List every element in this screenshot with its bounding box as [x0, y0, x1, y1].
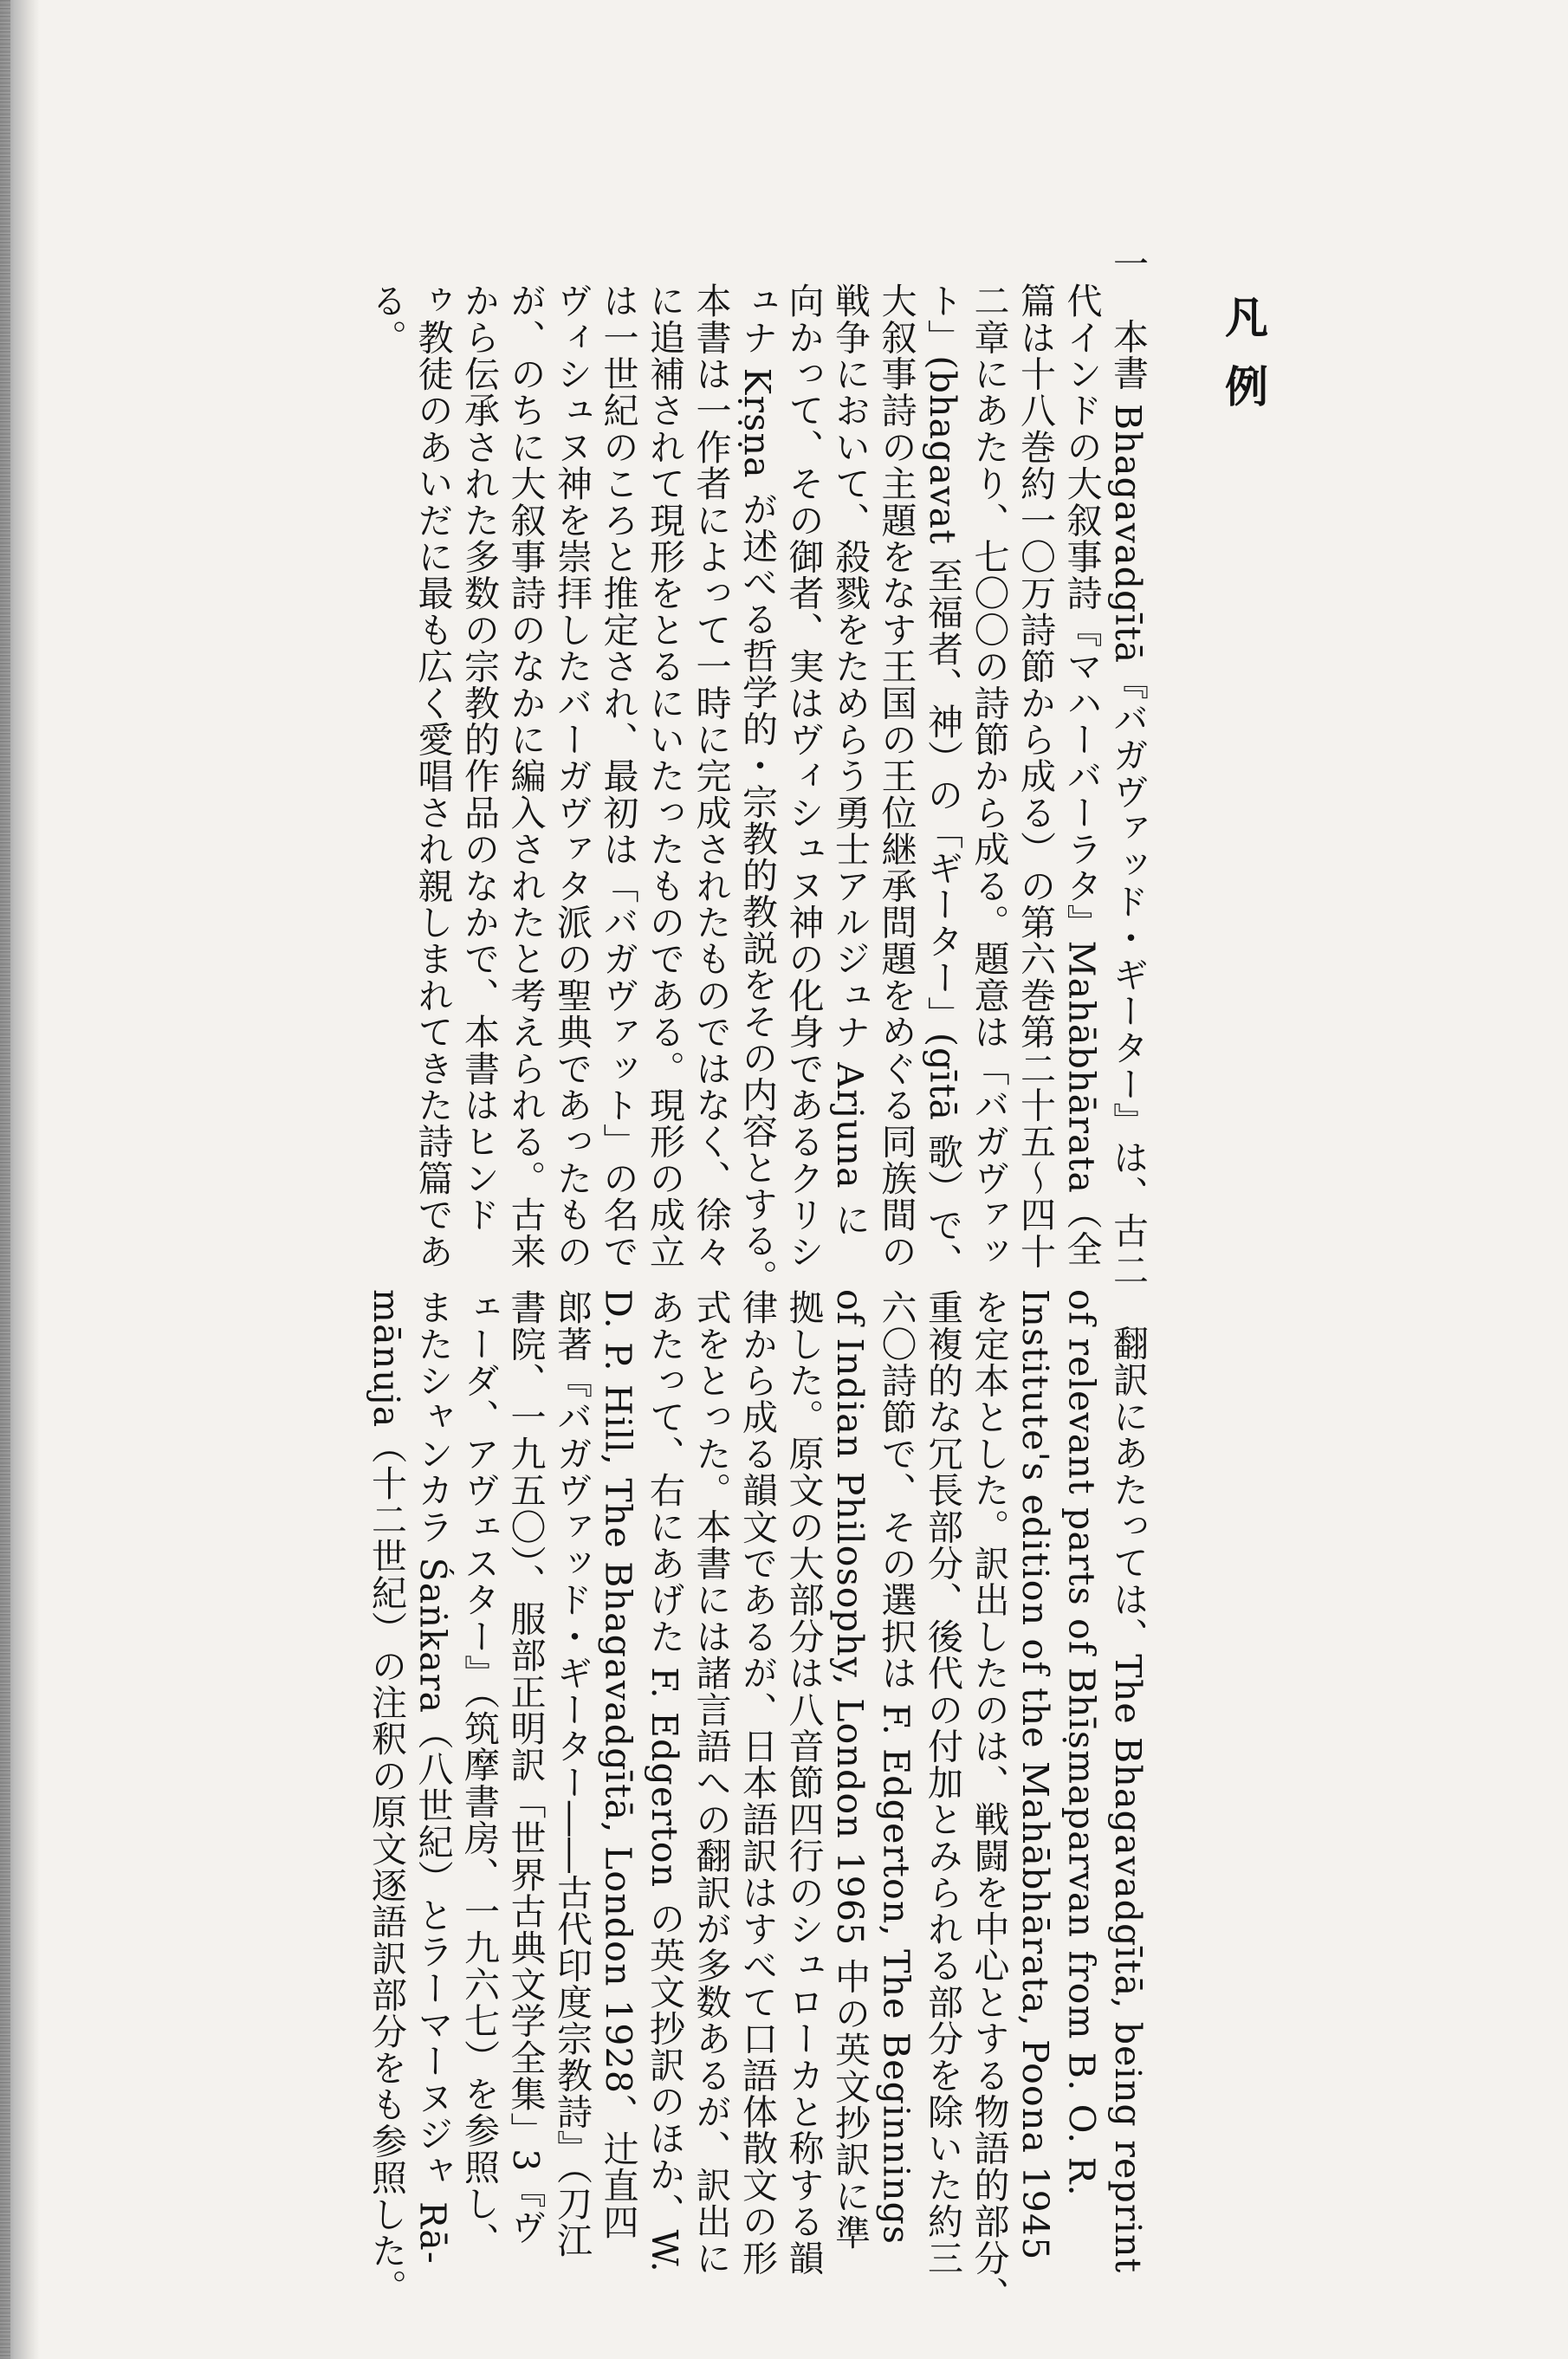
section-1-line-1: 一 本書 Bhagavadgītā『バガヴァッド・ギーター』は、古 [1107, 245, 1149, 1249]
section-2-line: 拠した。原文の大部分は八音節四行のシュローカと称する韻 [782, 1289, 825, 2277]
section-1-line: 戦争において、殺戮をためらう勇士アルジュナ Arjuna に [829, 282, 871, 1239]
section-1-line: 大叙事詩の主題をなす王国の王位継承問題をめぐる同族間の [875, 282, 917, 1270]
section-2 [293, 1252, 1150, 2313]
section-1-line: ヴィシュヌ神を崇拝したバーガヴァタ派の聖典であったもの [551, 282, 593, 1270]
page-title: 凡例 [1218, 295, 1269, 433]
section-1-line: は一世紀のころと推定され、最初は「バガヴァット」の名で [597, 282, 639, 1270]
section-1-line: 代インドの大叙事詩『マハーバーラタ』Mahābhārata（全 [1060, 282, 1103, 1267]
section-2-line: of Indian Philosophy, London 1965 中の英文抄訳に準 [829, 1289, 871, 2252]
section-2-line: 律から成る韻文であるが、日本語訳はすべて口語体散文の形 [736, 1289, 778, 2277]
section-2-line: またシャンカラ Śaṅkara（八世紀）とラーマーヌジャ Rā- [411, 1289, 454, 2265]
section-2-line: あたって、右にあげた F. Edgerton の英文抄訳のほか、W. [644, 1289, 685, 2273]
section-1-line: ゥ教徒のあいだに最も広く愛唱され親しまれてきた詩篇であ [411, 282, 454, 1270]
section-2-line: 式をとった。本書には諸言語への翻訳が多数あるが、訳出に [690, 1289, 732, 2277]
section-1-line: から伝承された多数の宗教的作品のなかで、本書はヒンド [458, 282, 500, 1234]
section-marker: 一 [1107, 245, 1149, 282]
section-marker: 二 [1107, 1252, 1149, 1289]
section-2-line: 重複的な冗長部分、後代の付加とみられる部分を除いた約三 [922, 1289, 963, 2277]
section-1-line: る。 [366, 282, 407, 356]
section-2-line: D. P. Hill, The Bhagavadgītā, London 1928、辻直四 [597, 1289, 639, 2240]
section-1-line: 篇は十八巻約一〇万詩節から成る）の第六巻第二十五〜四十 [1014, 282, 1056, 1270]
section-1-line: 本書は一作者によって一時に完成されたものではなく、徐々 [690, 282, 732, 1270]
section-2-line: 六〇詩節で、その選択は F. Edgerton, The Beginnings [875, 1289, 917, 2246]
section-2-line: mānuja（十二世紀）の注釈の原文逐語訳部分をも参照した。 [366, 1289, 407, 2306]
section-2-line: ェーダ、アヴェスター』（筑摩書房、一九六七）を参照し、 [458, 1289, 500, 2259]
scan-edge-texture [0, 0, 10, 2359]
section-1-line: ュナ Kṛṣṇa が述べる哲学的・宗教的教説をその内容とする。 [736, 282, 778, 1296]
section-1-line: 二章にあたり、七〇〇の詩節から成る。題意は「バガヴァッ [968, 282, 1010, 1270]
section-1-line: ト」(bhagavat 至福者、神）の「ギーター」(gītā 歌）で、 [922, 282, 963, 1280]
section-2-line: を定本とした。訳出したのは、戦闘を中心とする物語的部分、 [968, 1289, 1010, 2313]
section-2-line-1: 二 翻訳にあたっては、The Bhagavadgītā, being reprint [1107, 1252, 1149, 2274]
section-2-line: 書院、一九五〇）、服部正明訳「世界古典文学全集」3『ヴ [504, 1289, 547, 2246]
section-1 [293, 245, 1150, 1296]
section-1-line: が、のちに大叙事詩のなかに編入されたと考えられる。古来 [504, 282, 547, 1270]
section-2-line: Institute's edition of the Mahābhārata, Poona 1945 [1014, 1289, 1056, 2261]
section-1-line: 向かって、その御者、実はヴィシュヌ神の化身であるクリシ [782, 282, 825, 1270]
section-2-line: of relevant parts of Bhīṣmaparvan from B. O. R. [1060, 1289, 1103, 2197]
section-1-line: に追補されて現形をとるにいたったものである。現形の成立 [644, 282, 685, 1270]
section-2-line: 郎著『バガヴァッド・ギーター――古代印度宗教詩』（刀江 [551, 1289, 593, 2259]
